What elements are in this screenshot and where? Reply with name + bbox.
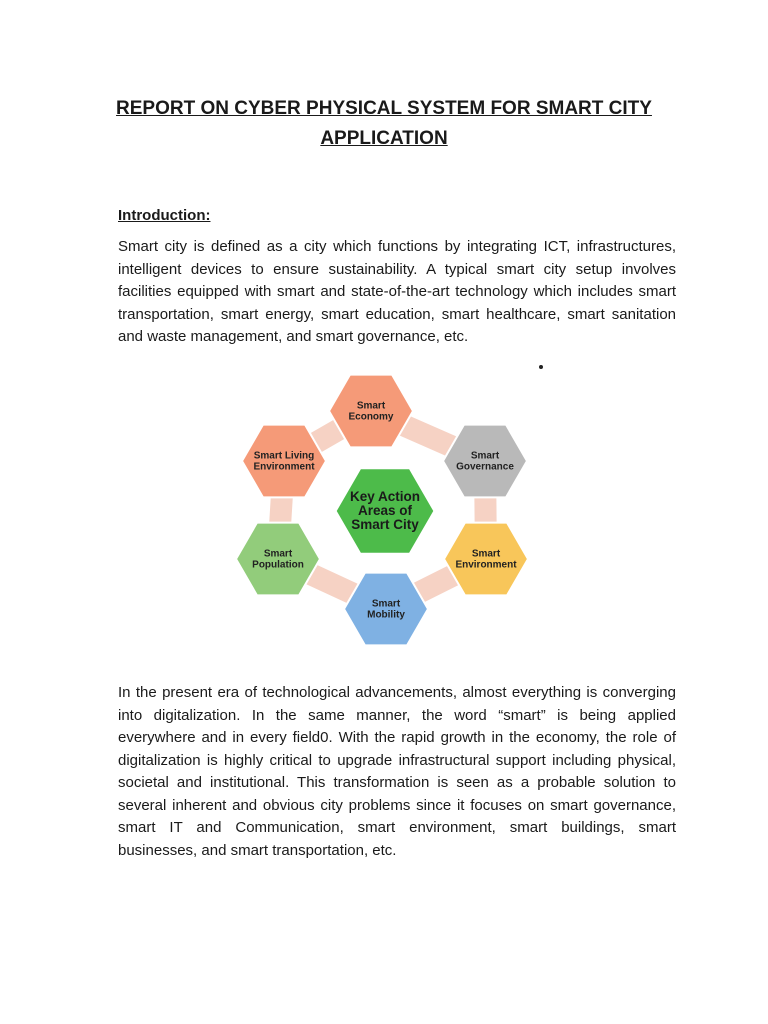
- title-line-2: APPLICATION: [320, 128, 448, 149]
- introduction-paragraph: Smart city is defined as a city which functions by integrating ICT, infrastructures, intelligent devices to ensure sustainability. A typical smart city setup involves facilities equipped with smart and state-of-the-art technology which includes smart transportation, smart energy, smart education, smart healthcare, smart sanitation and waste management, and smart governance, etc.: [118, 238, 676, 345]
- hexagon-label-economy-1: Smart: [356, 400, 386, 412]
- hexagon-label-mobility-1: Smart: [371, 598, 401, 610]
- hexagon-label-population-1: Smart: [263, 548, 293, 560]
- introduction-heading: Introduction:: [118, 207, 211, 224]
- hexagon-label-environment-1: Smart: [471, 548, 501, 560]
- hexagon-label-living-1: Smart Living: [253, 450, 315, 462]
- hexagon-diagram-svg: [220, 366, 550, 656]
- hexagon-center: [335, 468, 435, 555]
- hexagon-label-center-3: Smart City: [351, 517, 419, 532]
- hexagon-governance: [443, 425, 527, 498]
- document-title: [100, 94, 668, 154]
- second-paragraph: In the present era of technological advancements, almost everything is converging into digitalization. In the same manner, the word “smart” is being applied everywhere and in every field0. With the rapid growth in the economy, the role of digitalization is highly critical to upgrade infrastructural support including physical, societal and institutional. This transformation is seen as a probable solution to several inherent and obvious city problems since it focuses on smart governance, smart IT and Communication, smart environment, smart buildings, smart businesses, and smart transportation, etc.: [118, 684, 676, 859]
- hexagon-label-economy-2: Economy: [348, 411, 394, 423]
- hexagon-label-governance-1: Smart: [470, 450, 500, 462]
- hexagon-label-population-2: Population: [252, 559, 304, 571]
- smart-city-diagram: [220, 366, 550, 656]
- hexagon-label-mobility-2: Mobility: [367, 609, 405, 621]
- title-line-1: REPORT ON CYBER PHYSICAL SYSTEM FOR SMART CITY: [116, 98, 652, 119]
- hexagon-label-center-2: Areas of: [357, 503, 413, 518]
- hexagon-label-living-2: Environment: [253, 461, 315, 473]
- hexagon-label-governance-2: Governance: [456, 461, 514, 473]
- hexagon-label-center-1: Key Action: [349, 489, 421, 504]
- hexagon-label-environment-2: Environment: [455, 559, 517, 571]
